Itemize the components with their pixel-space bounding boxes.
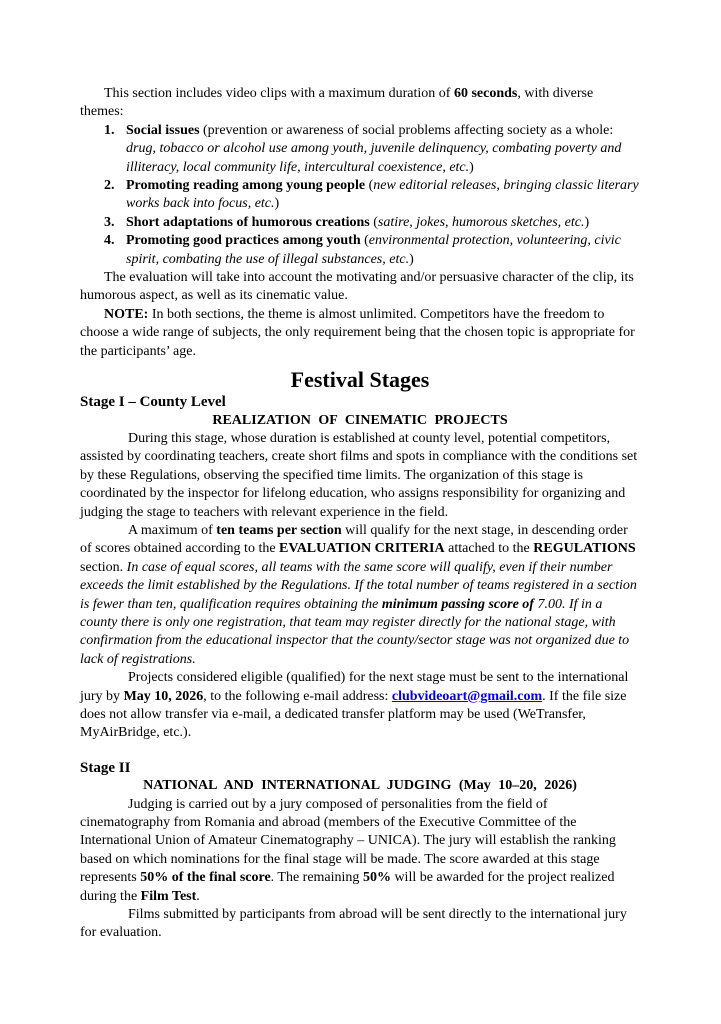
theme-item-humorous-creations [80,214,640,232]
text-run: attached to the [444,541,534,557]
text-run: 50% of the final score [140,870,271,886]
text-run: Promoting good practices among youth [126,233,361,249]
text-run: Promoting reading among young people [126,178,366,194]
text-run: , with diverse themes: [80,86,594,120]
text-run: drug, tobacco or alcohol use among youth, juvenile delinquency, combating poverty and illiteracy, local community life, intercultural coexistence, etc. [126,141,622,175]
text-run: ) [584,214,590,230]
text-run: EVALUATION CRITERIA [279,541,445,557]
evaluation-paragraph [80,269,640,306]
theme-item-text [126,215,589,230]
text-run: This section includes video clips with a maximum duration of [104,86,454,101]
text-run: 7.00. If in a county there is only one registration, that team may register directly for the national stage, with confirmation from the educational inspector that the county/sector stage was not organized due to lack of registrations. [80,596,630,667]
text-run: 50% [362,870,391,886]
text-run: Films submitted by participants from abroad will be sent directly to the international jury for evaluation. [80,907,627,941]
stage1-subheading: REALIZATION OF CINEMATIC PROJECTS [212,412,508,428]
text-run: During this stage, whose duration is established at county level, potential competitors, assisted by coordinating teachers, create short films and spots in compliance with the conditions set by these Regulations, observing the specified time limits. The organization of this stage is coordinated by the inspector for lifelong education, who assigns responsibility for organizing and judging the stage to teachers with relevant experience in the field. [80,430,638,520]
text-run: will qualify for the next stage, in descending order of scores obtained according to the [80,522,628,557]
email-link[interactable]: clubvideoart@gmail.com [391,688,543,704]
text-run: (prevention or awareness of social problems affecting society as a whole: [199,122,614,138]
text-run: ten teams per section [216,522,342,538]
text-run: NOTE: [104,306,149,322]
note-paragraph [80,306,640,361]
theme-item-text [126,123,621,175]
text-run: In case of equal scores, all teams with the same score will qualify, even if their number exceeds the limit established by the Regulations. If the total number of teams registered in a section is fewer than ten, qualification requires obtaining the [80,559,637,612]
text-run: . The remaining [270,870,363,886]
text-run: environmental protection, volunteering, civic spirit, combating the use of illegal substances, etc. [126,233,621,267]
theme-item-text [126,233,621,266]
text-run: REGULATIONS [533,541,636,557]
list-number: 3. [104,214,115,230]
stage1-heading: Stage I – County Level [80,394,226,411]
stage1-paragraph-submission [80,669,640,743]
list-number: 2. [104,178,115,194]
list-number: 4. [104,233,115,249]
text-run: ( [365,178,374,194]
text-run: Projects considered eligible (qualified) for the next stage must be sent to the international jury by [80,670,629,704]
text-run: . [196,888,200,904]
festival-stages-heading: Festival Stages [290,367,430,393]
theme-item-social-issues [80,122,640,177]
text-run: satire, jokes, humorous sketches, etc. [377,214,585,230]
text-run: Short adaptations of humorous creations [126,214,370,230]
theme-item-promoting-reading [80,177,640,214]
text-run: . If the file size does not allow transfer via e-mail, a dedicated transfer platform may be used (WeTransfer, MyAirBridge, etc.). [80,688,627,741]
text-run: ) [469,159,474,175]
text-run: minimum passing score of [381,596,538,612]
theme-item-text [126,178,639,211]
text-run: Film Test [140,888,197,904]
text-run: ) [274,196,280,212]
stage1-paragraph-qualification [80,522,640,669]
theme-item-good-practices [80,232,640,269]
stage1-paragraph-realization [80,430,640,522]
text-run: will be awarded for the project realized during the [80,870,615,904]
stage2-heading: Stage II [80,759,131,776]
text-run: section. [80,559,127,575]
text-run: Social issues [126,122,200,138]
text-run: A maximum of [128,522,217,538]
list-number: 1. [104,122,115,138]
text-run: new editorial releases, bringing classic literary works back into focus, etc. [126,178,639,212]
text-run: ) [409,251,414,267]
text-run: ( [369,214,378,230]
text-run: ( [360,233,369,249]
text-run: Judging is carried out by a jury composed of personalities from the field of cinematography from Romania and abroad (members of the Executive Committee of the International Union of Amateur Cinematography – UNICA). The jury will establish the ranking based on which nominations for the final stage will be made. The score awarded at this stage represents [80,796,616,886]
stage2-paragraph-judging [80,796,640,906]
stage2-subheading: NATIONAL AND INTERNATIONAL JUDGING (May 10–20, 2026) [143,778,577,794]
text-run: 60 seconds [453,86,518,101]
intro-paragraph [80,85,640,122]
text-run: May 10, 2026 [123,688,204,704]
page-content [80,85,640,943]
themes-list [80,122,640,269]
text-run: , to the following e-mail address: [203,688,392,704]
text-run: In both sections, the theme is almost unlimited. Competitors have the freedom to choose a wide range of subjects, the only requirement being that the chosen topic is appropriate for the participants’ age. [80,306,635,359]
stage2-paragraph-films [80,906,640,943]
text-run: The evaluation will take into account the motivating and/or persuasive character of the clip, its humorous aspect, as well as its cinematic value. [80,270,634,304]
